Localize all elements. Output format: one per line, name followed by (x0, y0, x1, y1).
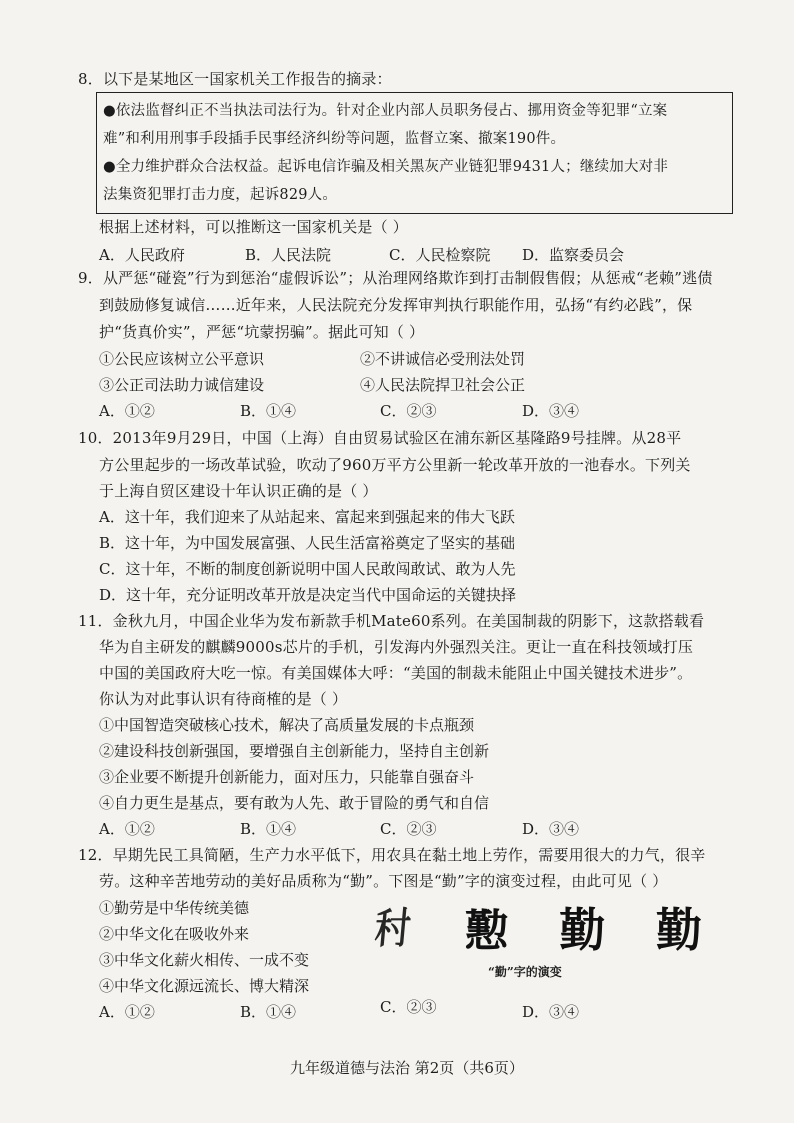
q12-item-2: ②中华文化在吸收外来 (99, 925, 250, 943)
q10-line: 于上海自贸区建设十年认识正确的是（ ） (99, 482, 378, 500)
q8-option-a: A．人民政府 (99, 246, 185, 264)
q12-option-d: D．③④ (522, 1003, 580, 1021)
evolution-char-clerical: 勤 (559, 903, 606, 957)
q9-option-d: D．③④ (522, 402, 580, 420)
q9-option-c: C．②③ (380, 402, 437, 420)
q9-option-a: A．①② (99, 402, 155, 420)
q12-option-c: C．②③ (380, 998, 437, 1016)
q10-option-d: D．这十年，充分证明改革开放是决定当代中国命运的关键抉择 (99, 586, 517, 604)
q8-option-c: C．人民检察院 (389, 246, 491, 264)
evolution-char-seal: 𡬟 (372, 904, 413, 953)
q11-item-2: ②建设科技创新强国，要增强自主创新能力，坚持自主创新 (99, 742, 490, 760)
evolution-char-variant: 懃 (464, 906, 509, 957)
q9-item-2: ②不讲诚信必受刑法处罚 (360, 350, 526, 368)
q12-line: 劳。这种辛苦地劳动的美好品质称为“勤”。下图是“勤”字的演变过程，由此可见（ ） (99, 872, 668, 890)
q11-line: 你认为对此事认识有待商榷的是（ ） (99, 690, 348, 708)
q9-item-4: ④人民法院捍卫社会公正 (360, 376, 526, 394)
q11-option-d: D．③④ (522, 820, 580, 838)
q9-line: 护“货真价实”，严惩“坑蒙拐骗”。据此可知（ ） (99, 323, 425, 341)
q12-option-a: A．①② (99, 1003, 155, 1021)
q12-item-4: ④中华文化源远流长、博大精深 (99, 977, 310, 995)
q11-item-1: ①中国智造突破核心技术，解决了高质量发展的卡点瓶颈 (99, 716, 475, 734)
q11-line: 华为自主研发的麒麟9000s芯片的手机，引发海内外强烈关注。更让一直在科技领域打压 (99, 638, 694, 656)
q9-line: 到鼓励修复诚信……近年来，人民法院充分发挥审判执行职能作用，弘扬“有约必践”，保 (99, 296, 693, 314)
q9-item-1: ①公民应该树立公平意识 (99, 350, 265, 368)
q12-line: 12．早期先民工具简陋，生产力水平低下，用农具在黏土地上劳作，需要用很大的力气，很辛 (78, 846, 706, 864)
q10-option-b: B．这十年，为中国发展富强、人民生活富裕奠定了坚实的基础 (99, 534, 516, 552)
q10-line: 10．2013年9月29日，中国（上海）自由贸易试验区在浦东新区基隆路9号挂牌。从28平 (78, 429, 682, 447)
q8-excerpt-box (96, 92, 733, 214)
q8-option-b: B．人民法院 (245, 246, 332, 264)
q8-box-line: 法集资犯罪打击力度，起诉829人。 (103, 187, 338, 203)
q10-option-a: A．这十年，我们迎来了从站起来、富起来到强起来的伟大飞跃 (99, 508, 515, 526)
q8-option-d: D．监察委员会 (522, 246, 625, 264)
q11-option-c: C．②③ (380, 820, 437, 838)
q9-line: 9．从严惩“碰瓷”行为到惩治“虚假诉讼”；从治理网络欺诈到打击制假售假；从惩戒“老赖”逃债 (78, 269, 713, 287)
q11-line: 11．金秋九月，中国企业华为发布新款手机Mate60系列。在美国制裁的阴影下，这款搭载看 (78, 612, 705, 630)
q11-option-a: A．①② (99, 820, 155, 838)
q9-option-b: B．①④ (240, 402, 297, 420)
q9-item-3: ③公正司法助力诚信建设 (99, 376, 265, 394)
qin-character-evolution-figure (372, 896, 702, 958)
q8-box-line: 难”和利用刑事手段插手民事经济纠纷等问题，监督立案、撤案190件。 (103, 131, 566, 147)
q10-option-c: C．这十年，不断的制度创新说明中国人民敢闯敢试、敢为人先 (99, 560, 516, 578)
page-footer: 九年级道德与法治 第2页（共6页） (290, 1059, 524, 1077)
q12-item-1: ①勤劳是中华传统美德 (99, 899, 250, 917)
q8-box-line: ●依法监督纠正不当执法司法行为。针对企业内部人员职务侵占、挪用资金等犯罪“立案 (103, 103, 668, 119)
q11-item-4: ④自力更生是基点，要有敢为人先、敢于冒险的勇气和自信 (99, 794, 490, 812)
q8-stem: 8．以下是某地区一国家机关工作报告的摘录： (78, 70, 392, 88)
q11-option-b: B．①④ (240, 820, 297, 838)
q8-question: 根据上述材料，可以推断这一国家机关是（ ） (99, 218, 408, 236)
q11-item-3: ③企业要不断提升创新能力，面对压力，只能靠自强奋斗 (99, 768, 475, 786)
q11-line: 中国的美国政府大吃一惊。有美国媒体大呼：“美国的制裁未能阻止中国关键技术进步”。 (99, 664, 693, 682)
evolution-char-regular: 勤 (655, 903, 702, 957)
q8-box-line: ●全力维护群众合法权益。起诉电信诈骗及相关黑灰产业链犯罪9431人；继续加大对非 (103, 159, 669, 175)
figure-caption: “勤”字的演变 (488, 965, 562, 979)
q12-option-b: B．①④ (240, 1003, 297, 1021)
q12-item-3: ③中华文化薪火相传、一成不变 (99, 951, 310, 969)
q10-line: 方公里起步的一场改革试验，吹动了960万平方公里新一轮改革开放的一池春水。下列关 (99, 456, 691, 474)
